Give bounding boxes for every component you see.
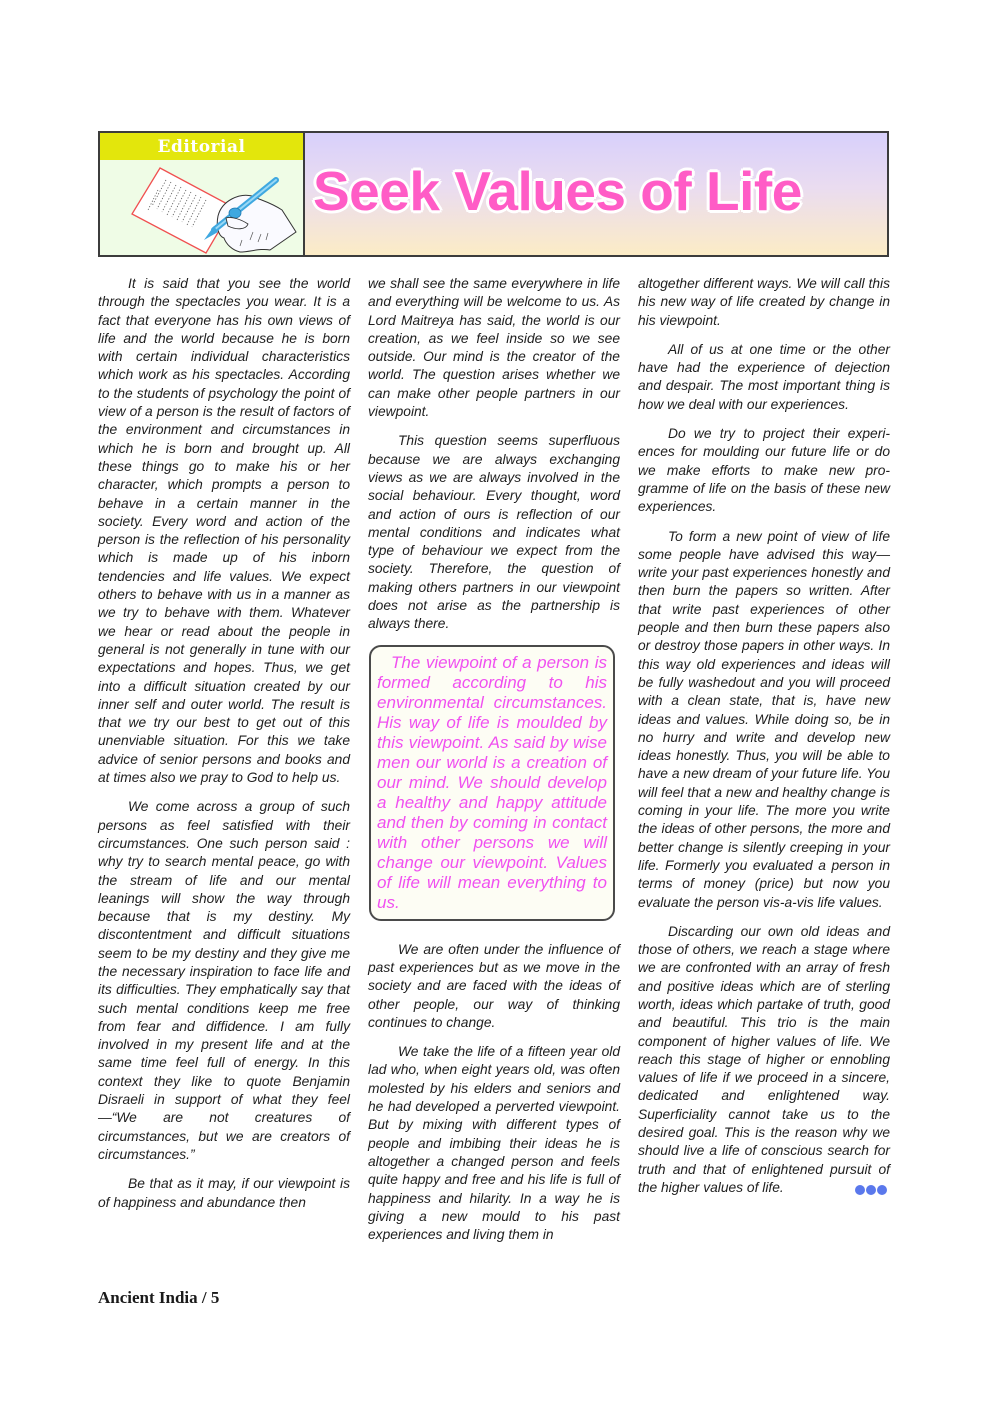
- paragraph: Discarding our own old ideas and those of others, we reach a stage where we are confronted with an array of fresh and positive ideas which are of sterling worth, ideas which partake of truth, good and beautiful. This trio is the main component of higher values of life. We reach this stage of higher or ennobling values of life if we proceed in a sincere, dedicated and enlightened way. Superficiality cannot take us to the desired goal. This is the reason why we should live a life of conscious search for truth and that of enlightened pursuit of the higher values of life.: [638, 923, 890, 1195]
- pull-quote-text: The viewpoint of a person is formed according to his environmental circumstances. His way of life is moulded by this viewpoint. As said by wise men our world is a creation of our mind. We should develop a healthy and happy attitude and then by coming in contact with other persons we will change our viewpoint. Values of life will mean everything to us.: [377, 652, 607, 912]
- column-1: [98, 275, 350, 1223]
- paragraph: It is said that you see the world through the spectacles you wear. It is a fact that everyone has his own views of life and the world because he is born with certain individual characteristics which work as his spectacles. According to the students of psychology the point of view of a person is the result of factors of the environment and circumstances in which he is born and brought up. All these things go to make his or her character, which prompts a person to behave in a certain manner in the society. Every word and action of the person is the reflection of his personality which is made up of his inborn tendencies and life values. We expect others to behave with us in a manner as we try to behave with them. Whatever we hear or read about the people in general is not generally in tune with our expectations and hopes. Thus, we get into a difficult situation created by our inner self and outer world. The result is that we try our best to get out of this unenviable situation. For this we take advice of senior persons and books and at times also we pray to God to help us.: [98, 276, 350, 786]
- paragraph: We come across a group of such persons as feel satisfied with their circumstances. One such person said : why try to search mental peace, go with the stream of life and our mental leanings will show the way through because that is my destiny. My discontentment and difficult situations seem to be my destiny and they give me the necessary inspiration to face life and its difficulties. They emphatically say that such mental conditions keep me free from fear and diffidence. I am fully involved in my present life and at the same time feel full of energy. In this context they like to quote Benjamin Disraeli in support of what they feel—“We are not creatures of circumstances, but we are creators of circumstances.”: [98, 799, 350, 1162]
- pull-quote-box: [369, 645, 615, 921]
- paragraph: We take the life of a fifteen year old lad who, when eight years old, was often molested by his elders and seniors and he had developed a perverted viewpoint. But by mixing with different types of people and imbibing their ideas he is altogether a changed person and feels quite happy and free and his life is full of happiness and hilarity. In a way he is giving a new mould to his past experiences and living them in: [368, 1044, 620, 1243]
- paragraph: we shall see the same everywhere in life and everything will be welcome to us. As Lord Maitreya has said, the world is our creation, as we feel inside so we see outside. Our mind is the creator of the world. The question arises whether we can make other people partners in our viewpoint.: [368, 276, 620, 420]
- paragraph: We are often under the influence of past experiences but as we move in the society and are faced with the ideas of other people, our way of thinking continues to change.: [368, 941, 620, 1030]
- page-footer: Ancient India / 5: [98, 1288, 220, 1307]
- section-label-band: [100, 133, 303, 160]
- paragraph: All of us at one time or the other have had the experience of dejection and despair. The most important thing is how we deal with our experiences.: [638, 341, 890, 412]
- column-3: [638, 275, 890, 1201]
- article-title: Seek Values of Life: [313, 160, 802, 222]
- paragraph: altogether different ways. We will call this his new way of life created by change in his viewpoint.: [638, 276, 890, 328]
- hand-writing-with-pen-icon: [100, 160, 303, 255]
- paragraph: Be that as it may, if our viewpoint is of happiness and abundance then: [98, 1176, 350, 1210]
- editorial-panel: [100, 133, 305, 255]
- title-panel: [305, 133, 887, 255]
- article-header: [98, 131, 889, 257]
- paragraph: This question seems superfluous because we are always exchanging views as we are always involved in the social behaviour. Every thought, word and action of ours is reflection of our mental conditions and indicates what type of behaviour we expect from the society. Therefore, the question of making others partners in our viewpoint does not arise as the partnership is always there.: [368, 433, 620, 632]
- paragraph: To form a new point of view of life some people have advised this way—write your past experiences honestly and then burn the papers so written. After that write past experiences of other people and then burn these papers also or destroy those papers in other ways. In this way old experiences and ideas will be fully washedout and you will proceed with a clean state, that is, have new ideas and values. While doing so, be in no hurry and write and develop new ideas honestly. Thus, you will be able to have a new dream of your future life. You will feel that a new and healthy change is coming in your life. The more you write the ideas of other persons, the more and better change is silently creeping in your life. Formerly you evaluated a person in terms of money (price) but now you evaluate the person vis-a-vis life values.: [638, 528, 890, 910]
- section-label: Editorial: [157, 136, 246, 157]
- paragraph: Do we try to project their experiences for moulding our future life or do we make efforts to make new programme of life on the basis of these new experiences.: [638, 426, 890, 515]
- column-2: [368, 275, 620, 1255]
